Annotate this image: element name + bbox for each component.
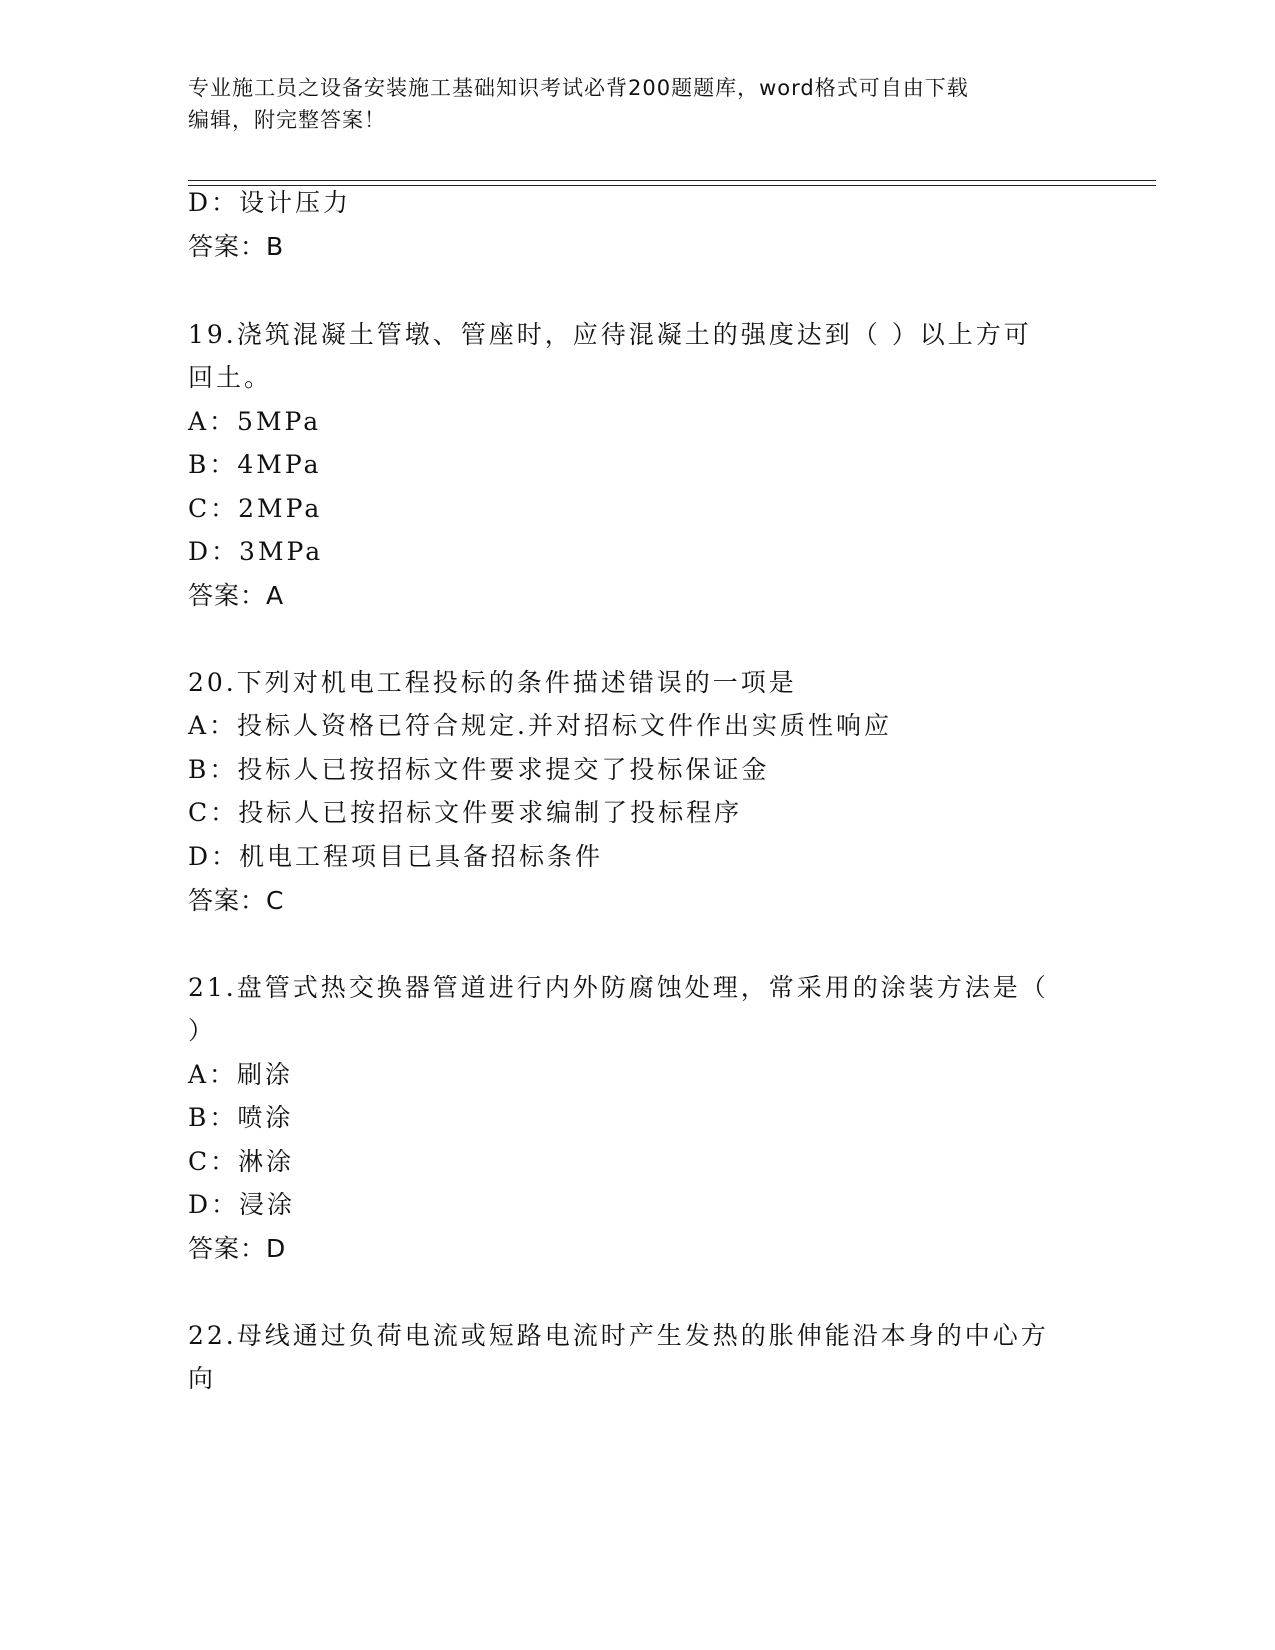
question-20-option-d: D：机电工程项目已具备招标条件 [188,842,604,871]
header-divider-top [188,180,1156,181]
question-18-answer: 答案：B [188,232,285,261]
question-19-option-a: A：5MPa [188,407,322,436]
question-22-stem-line-2: 向 [188,1364,217,1393]
question-19-option-d: D：3MPa [188,537,324,566]
header-divider-bottom [188,185,1156,186]
question-21-stem-line-1: 21.盘管式热交换器管道进行内外防腐蚀处理，常采用的涂装方法是（ [188,973,1049,1002]
question-22-stem-line-1: 22.母线通过负荷电流或短路电流时产生发热的胀伸能沿本身的中心方 [188,1321,1049,1350]
question-20-option-c: C：投标人已按招标文件要求编制了投标程序 [188,798,743,827]
question-21-option-c: C：淋涂 [188,1147,295,1176]
question-21-option-b: B：喷涂 [188,1103,294,1132]
question-19-stem-line-2: 回土。 [188,363,273,392]
question-19-answer: 答案：A [188,581,285,610]
question-19-option-c: C：2MPa [188,494,323,523]
question-20-option-b: B：投标人已按招标文件要求提交了投标保证金 [188,755,770,784]
question-21-option-d: D：浸涂 [188,1190,296,1219]
header-title-line-2: 编辑，附完整答案！ [188,108,386,132]
question-19-stem-line-1: 19.浇筑混凝土管墩、管座时，应待混凝土的强度达到（ ）以上方可 [188,320,1032,349]
question-21-answer: 答案：D [188,1234,287,1263]
question-20-answer: 答案：C [188,886,285,915]
header-title-line-1: 专业施工员之设备安装施工基础知识考试必背200题题库，word格式可自由下载 [188,76,969,100]
document-header [188,72,1088,136]
question-19-option-b: B：4MPa [188,450,322,479]
question-20-option-a: A：投标人资格已符合规定.并对招标文件作出实质性响应 [188,711,893,740]
question-21-stem-line-2: ） [188,1016,217,1045]
question-20-stem-line-1: 20.下列对机电工程投标的条件描述错误的一项是 [188,668,797,697]
question-21-option-a: A：刷涂 [188,1060,294,1089]
question-18-option-d: D：设计压力 [188,188,352,217]
